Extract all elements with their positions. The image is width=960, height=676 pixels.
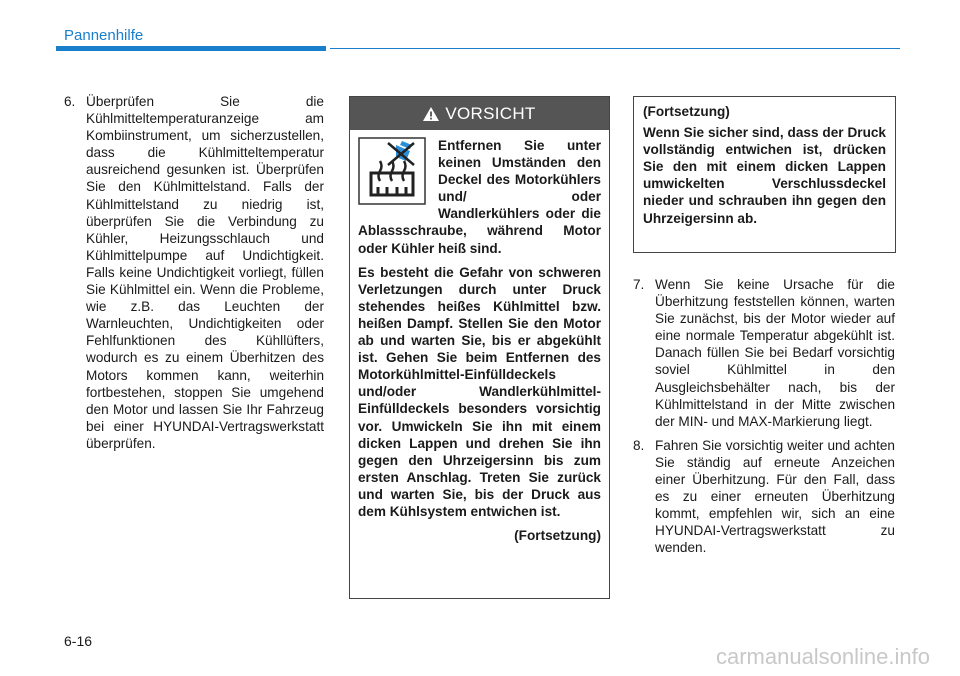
header-rule-thin (330, 48, 900, 49)
caution-paragraph-1: Entfernen Sie unter keinen Umständen den Deckel des Motorkühlers und/ oder Wandlerkühlers oder die Ablassschraube, während Motor oder Kühler heiß sind. (358, 138, 601, 256)
watermark: carmanualsonline.info (715, 644, 930, 669)
step-text: Überprüfen Sie die Kühlmitteltemperaturanzeige am Kombiinstrument, um sicherzustellen, dass die Kühlmitteltemperatur ausreichend gesunken ist. Überprüfen Sie den Kühlmittelstand. Falls der Kühlmittelstand zu niedrig ist, überprüfen Sie die Verbindung zu Kühler, Heizungsschlauch und Kühlmittelpumpe auf Undichtigkeit. Falls keine Undichtigkeit vorliegt, füllen Sie Kühlmittel ein. Wenn die Probleme, wie z.B. das Leuchten der Warnleuchten, Undichtigkeiten oder Fehlfunktionen des Kühllüfters, wodurch es zu einem Überhitzen des Motors kommen kann, weiterhin fortbestehen, stoppen Sie umgehend den Motor und lassen Sie Ihr Fahrzeug bei einer HYUNDAI-Vertragswerkstatt überprüfen. (86, 94, 324, 451)
caution-body (350, 130, 609, 544)
section-title: Pannenhilfe (64, 27, 144, 44)
page-number: 6-16 (64, 633, 93, 649)
caution-box (349, 96, 610, 599)
hot-radiator-warning-icon (358, 137, 426, 205)
continuation-text: Wenn Sie sicher sind, dass der Druck vollständig entwichen ist, drücken Sie den mit einem dicken Lappen umwickelten Verschlussdeckel nieder und schrauben ihn gegen den Uhrzeigersinn ab. (643, 125, 886, 226)
step-7 (633, 276, 895, 430)
caution-paragraph-2: Es besteht die Gefahr von schweren Verletzungen durch unter Druck stehendes heißes Kühlmittel bzw. heißen Dampf. Stellen Sie den Motor ab und warten Sie, bis er abgekühlt ist. Gehen Sie beim Entfernen des Motorkühlmittel-Einfülldeckels und/oder Wandlerkühlmittel-Einfülldeckels besonders vorsichtig vor. Umwickeln Sie ihn mit einem dicken Lappen und drehen Sie ihn gegen den Uhrzeigersinn bis zum ersten Anschlag. Treten Sie zurück und warten Sie, bis der Druck aus dem Kühlsystem entwichen ist. (358, 264, 601, 519)
warning-triangle-icon (423, 107, 439, 121)
step-number: 8. (633, 437, 645, 453)
header-rule-thick (56, 46, 326, 51)
step-text: Fahren Sie vorsichtig weiter und achten Sie ständig auf erneute Anzeichen einer Überhitzung. Für den Fall, dass es zu einer erneuten Überhitzung kommt, empfehlen wir, sich an eine HYUNDAI-Vertragswerkstatt zu wenden. (655, 437, 895, 556)
caution-continued: (Fortsetzung) (514, 528, 601, 544)
caution-title: VORSICHT (445, 103, 536, 123)
step-number: 7. (633, 277, 645, 292)
step-8 (633, 437, 895, 557)
left-column (64, 93, 324, 452)
step-text: Wenn Sie keine Ursache für die Überhitzung feststellen können, warten Sie zunächst, bis der Motor wieder auf eine normale Temperatur abgekühlt ist. Danach füllen Sie bei Bedarf vorsichtig soviel Kühlmittel in den Ausgleichsbehälter nach, bis der Kühlmittelstand in der Mitte zwischen der MIN- und MAX-Markierung liegt. (655, 277, 895, 429)
step-6 (64, 93, 324, 452)
right-column (633, 276, 895, 564)
continuation-box (633, 96, 896, 253)
step-number: 6. (64, 94, 76, 109)
continuation-label: (Fortsetzung) (643, 104, 730, 119)
caution-header (350, 97, 609, 130)
